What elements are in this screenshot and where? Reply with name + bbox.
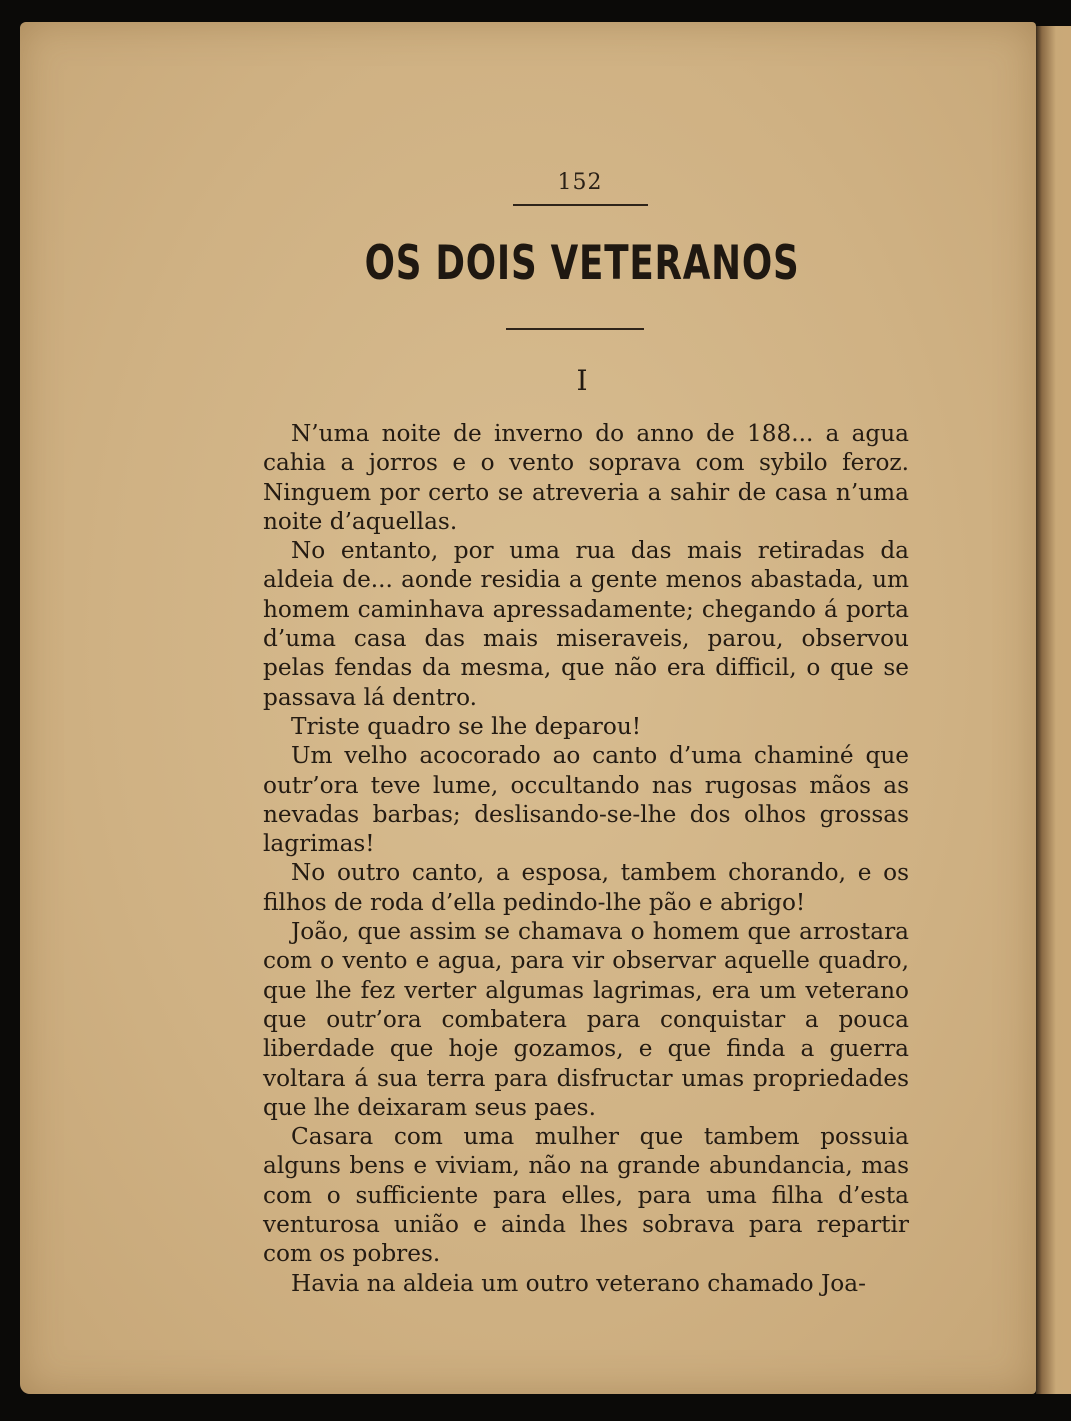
title-rule <box>506 328 644 330</box>
chapter-title: OS DOIS VETERANOS <box>364 236 800 291</box>
paragraph: Havia na aldeia um outro veterano chamado Joa- <box>291 1269 866 1297</box>
top-rule <box>513 204 648 206</box>
body-text <box>263 419 909 1298</box>
paragraph: Casara com uma mulher que tambem possuia alguns bens e viviam, não na grande abundancia, mas com o sufficiente para elles, para uma filha d’esta venturosa união e ainda lhes sobrava para repartir com os pobres. <box>263 1123 909 1268</box>
paragraph: João, que assim se chamava o homem que arrostara com o vento e agua, para vir observar aquelle quadro, que lhe fez verter algumas lagrimas, era um veterano que outr’ora combatera para conquistar a pouca liberdade que hoje gozamos, e que finda a guerra voltara á sua terra para disfructar umas propriedades que lhe deixaram seus paes. <box>263 918 909 1121</box>
page-number: 152 <box>557 170 603 195</box>
next-page-edge <box>1036 26 1071 1394</box>
paragraph: Triste quadro se lhe deparou! <box>291 712 642 740</box>
paragraph: No outro canto, a esposa, tambem chorando, e os filhos de roda d’ella pedindo-lhe pão e abrigo! <box>263 859 909 916</box>
paragraph: Um velho acocorado ao canto d’uma chaminé que outr’ora teve lume, occultando nas rugosas mãos as nevadas barbas; deslisando-se-lhe dos olhos grossas lagrimas! <box>263 742 909 858</box>
section-numeral: I <box>576 364 588 397</box>
paragraph: N’uma noite de inverno do anno de 188... a agua cahia a jorros e o vento soprava com sybilo feroz. Ninguem por certo se atreveria a sahir de casa n’uma noite d’aquellas. <box>263 420 909 535</box>
paragraph: No entanto, por uma rua das mais retiradas da aldeia de... aonde residia a gente menos abastada, um homem caminhava apressadamente; chegando á porta d’uma casa das mais miseraveis, parou, observou pelas fendas da mesma, que não era difficil, o que se passava lá dentro. <box>263 537 909 711</box>
